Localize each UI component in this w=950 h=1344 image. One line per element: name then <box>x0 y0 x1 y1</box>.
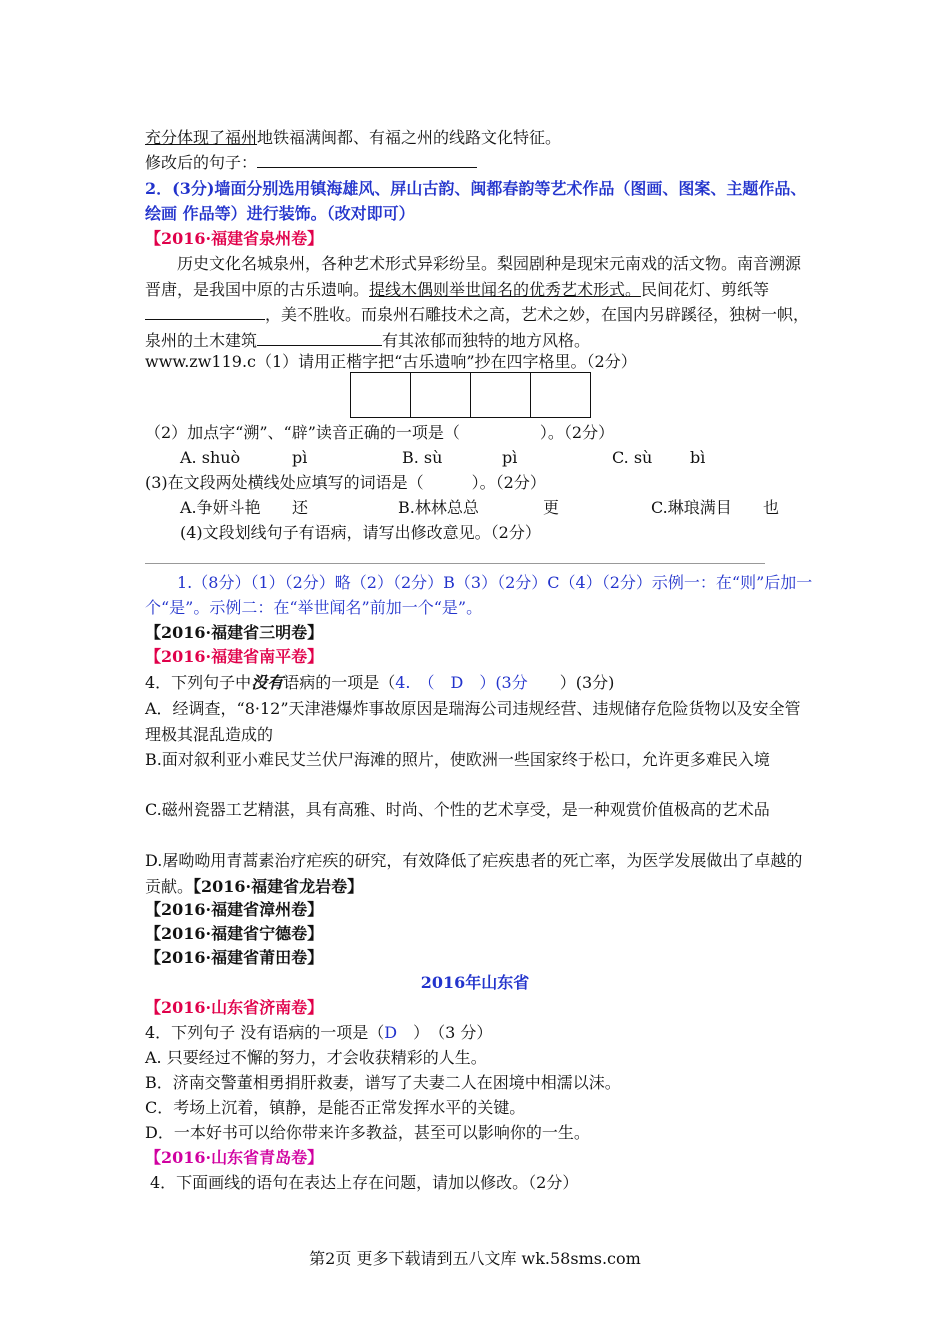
question-3-options: A.争妍斗艳 还 B.林林总总 更 C.琳琅满目 也 <box>180 498 780 517</box>
question-1: www.zw119.c（1）请用正楷字把“古乐遗响”抄在四字格里。（2分） <box>145 352 637 371</box>
tag-quanzhou: 【2016·福建省泉州卷】 <box>145 229 324 248</box>
jn-option-d: D．一本好书可以给你带来许多教益，甚至可以影响你的一生。 <box>145 1123 590 1142</box>
passage-blank-1[interactable] <box>145 303 265 320</box>
tag-jinan: 【2016·山东省济南卷】 <box>145 998 324 1017</box>
answer-q2: 2．(3分)墙面分别选用镇海雄风、屏山古韵、闽都春韵等艺术作品（图画、图案、主题作品、绘画 作品等）进行装饰。（改对即可） <box>145 179 807 223</box>
underlined-text: 充分体现了福州 <box>145 128 258 147</box>
tag-putian: 【2016·福建省莆田卷】 <box>145 948 324 967</box>
tag-qingdao: 【2016·山东省青岛卷】 <box>145 1148 324 1167</box>
divider <box>145 563 765 564</box>
jn-option-b: B．济南交警董相勇捐肝救妻，谱写了夫妻二人在困境中相濡以沫。 <box>145 1073 621 1092</box>
jn-option-a: A. 只要经过不懈的努力，才会收获精彩的人生。 <box>145 1048 487 1067</box>
np-question: 4．下列句子中没有语病的一项是（4. （ D ）(3分 ）(3分) <box>145 673 615 692</box>
tag-zhangzhou: 【2016·福建省漳州卷】 <box>145 900 324 919</box>
tag-longyan: 【2016·福建省龙岩卷】 <box>193 877 364 896</box>
grid-cell[interactable] <box>351 373 411 417</box>
passage-blank-2[interactable] <box>257 329 382 346</box>
four-char-grid <box>350 372 591 418</box>
emphasis-text: 没有 <box>251 673 284 692</box>
question-2: （2）加点字“溯”、“辟”读音正确的一项是（ ）。（2分） <box>145 423 615 442</box>
jn-answer: D <box>384 1023 398 1042</box>
answer-block: 1.（8分）（1）（2分）略（2）（2分）B（3）（2分）C（4）（2分）示例一：在“则”后加一个“是”。示例二：在“举世闻名”前加一个“是”。 <box>145 573 813 617</box>
question-3: (3)在文段两处横线处应填写的词语是（ ）。（2分） <box>145 473 546 492</box>
np-option-d: D.屠呦呦用青蒿素治疗疟疾的研究，有效降低了疟疾患者的死亡率，为医学发展做出了卓越的贡献。【2016·福建省龙岩卷】 <box>145 851 803 896</box>
tag-sanming: 【2016·福建省三明卷】 <box>145 623 324 642</box>
qd-question: 4．下面画线的语句在表达上存在问题，请加以修改。（2分） <box>150 1173 579 1192</box>
section-title: 2016年山东省 <box>420 973 530 992</box>
question-2-options: A. shuò pì B. sù pì C. sù bì <box>180 448 706 467</box>
grid-cell[interactable] <box>471 373 531 417</box>
page-footer: 第2页 更多下载请到五八文库 wk.58sms.com <box>309 1249 641 1268</box>
grid-cell[interactable] <box>531 373 590 417</box>
np-option-a: A．经调查，“8·12”天津港爆炸事故原因是瑞海公司违规经营、违规储存危险货物以及安全管理极其混乱造成的 <box>145 699 801 744</box>
np-answer: 4. （ D ）(3分 <box>395 673 528 692</box>
np-option-c: C.磁州瓷器工艺精湛，具有高雅、时尚、个性的艺术享受，是一种观赏价值极高的艺术品 <box>145 800 770 819</box>
jn-option-c: C．考场上沉着，镇静，是能否正常发挥水平的关键。 <box>145 1098 526 1117</box>
line-1: 充分体现了福州地铁福满闽都、有福之州的线路文化特征。 <box>145 128 562 147</box>
answer-blank[interactable] <box>257 151 477 168</box>
line-2: 修改后的句子： <box>145 151 477 175</box>
question-4: (4)文段划线句子有语病，请写出修改意见。（2分） <box>180 523 541 542</box>
passage-underlined-sentence: 提线木偶则举世闻名的优秀艺术形式。 <box>369 279 642 299</box>
passage: 历史文化名城泉州，各种艺术形式异彩纷呈。梨园剧种是现宋元南戏的活文物。南音溯源晋唐，是我国中原的古乐遗响。提线木偶则举世闻名的优秀艺术形式。民间花灯、剪纸等，美不胜收。而泉州石雕技术之高，艺术之妙，在国内另辟蹊径，独树一帜，泉州的土木建筑 有其浓郁而独特的地方风格。 <box>145 254 810 350</box>
tag-ningde: 【2016·福建省宁德卷】 <box>145 924 324 943</box>
jn-question: 4．下列句子 没有语病的一项是（D ） （3 分） <box>145 1023 493 1042</box>
np-option-b: B.面对叙利亚小难民艾兰伏尸海滩的照片，使欧洲一些国家终于松口，允许更多难民入境 <box>145 750 770 769</box>
tag-nanping: 【2016·福建省南平卷】 <box>145 647 324 666</box>
grid-cell[interactable] <box>411 373 471 417</box>
